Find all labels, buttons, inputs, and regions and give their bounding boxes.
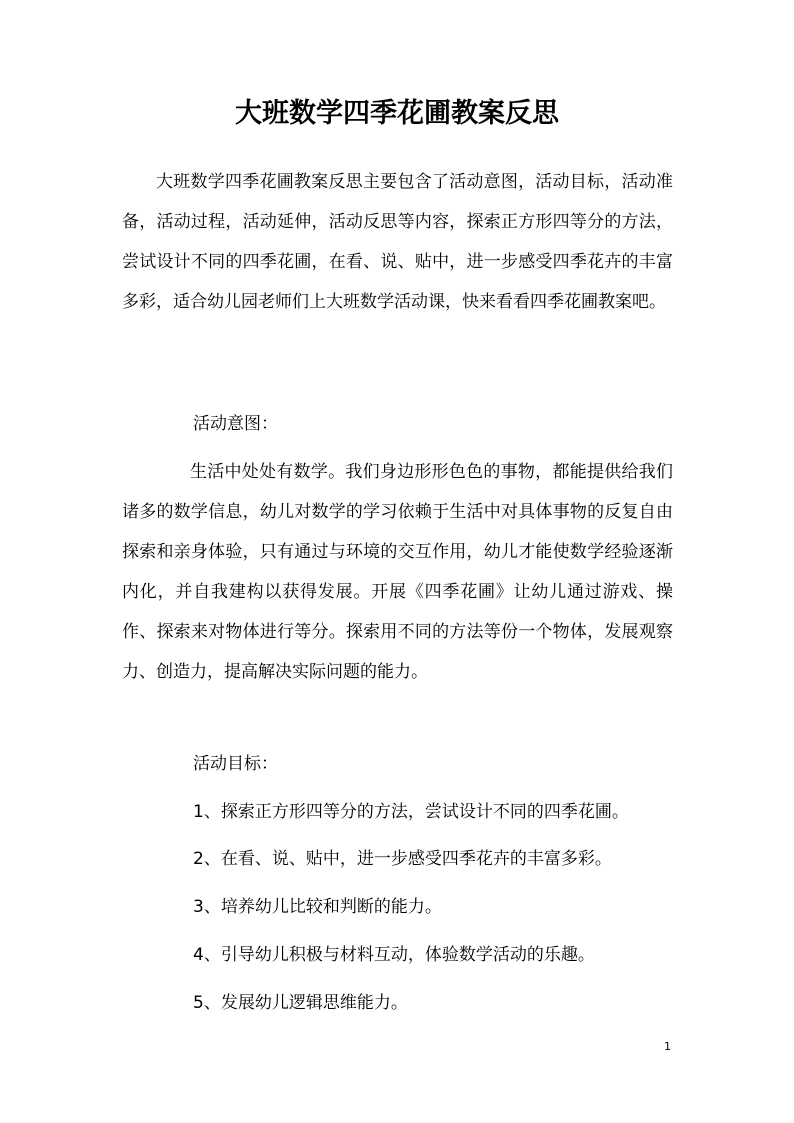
page-number: 1 <box>664 1040 671 1053</box>
intro-paragraph: 大班数学四季花圃教案反思主要包含了活动意图，活动目标，活动准备，活动过程，活动延伸，活动反思等内容，探索正方形四等分的方法，尝试设计不同的四季花圃，在看、说、贴中，进一步感受四季花卉的丰富多彩，适合幼儿园老师们上大班数学活动课，快来看看四季花圃教案吧。 <box>122 172 673 312</box>
document-title: 大班数学四季花圃教案反思 <box>235 98 559 129</box>
goal-item: 4、引导幼儿积极与材料互动，体验数学活动的乐趣。 <box>193 945 595 965</box>
goal-item: 2、在看、说、贴中，进一步感受四季花卉的丰富多彩。 <box>193 849 612 869</box>
section-paragraph-intent: 生活中处处有数学。我们身边形形色色的事物，都能提供给我们诸多的数学信息，幼儿对数学的学习依赖于生活中对具体事物的反复自由探索和亲身体验，只有通过与环境的交互作用，幼儿才能使数学经验逐渐内化，并自我建构以获得发展。开展《四季花圃》让幼儿通过游戏、操作、探索来对物体进行等分。探索用不同的方法等份一个物体，发展观察力、创造力，提高解决实际问题的能力。 <box>122 462 673 682</box>
goal-item: 3、培养幼儿比较和判断的能力。 <box>193 897 442 917</box>
section-heading-intent: 活动意图： <box>193 414 278 434</box>
section-heading-goals: 活动目标： <box>193 754 278 774</box>
goal-item: 5、发展幼儿逻辑思维能力。 <box>193 993 408 1013</box>
goal-item: 1、探索正方形四等分的方法，尝试设计不同的四季花圃。 <box>193 802 629 822</box>
